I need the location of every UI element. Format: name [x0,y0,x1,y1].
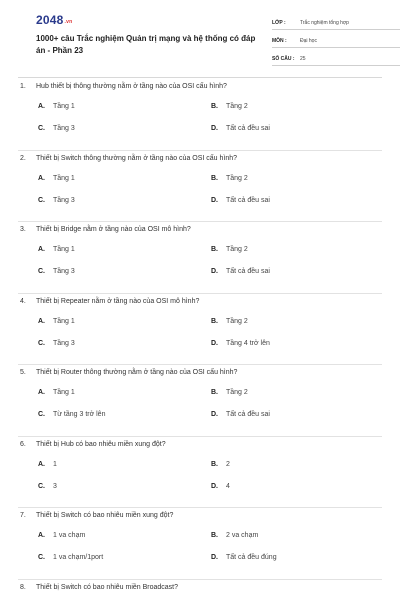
option-b[interactable] [211,103,248,110]
question-number: 2. [20,154,26,162]
question-stem: Thiết bị Switch có bao nhiêu miền Broadcast? [36,583,179,591]
option-text: Tầng 1 [53,103,75,110]
option-text: 1 va chạm/1port [53,554,104,561]
option-text: 1 va chạm [53,532,86,539]
meta-row-class [272,14,400,30]
question-text [20,155,237,162]
question-text [20,298,199,305]
option-text: Tầng 2 [226,317,248,325]
option-letter: D. [211,339,218,347]
option-text: Tất cả đều sai [226,268,270,275]
document-header [18,0,382,78]
option-c[interactable] [38,125,75,132]
option-b[interactable] [211,318,248,325]
question-stem: Thiết bị Router thông thường nằm ở tầng nào của OSI cấu hình? [36,369,238,376]
question-number: 3. [20,226,26,233]
option-letter: C. [38,196,45,204]
question-stem: Thiết bị Hub có bao nhiêu miền xung đột? [36,440,166,448]
meta-row-count [272,50,400,66]
option-d[interactable] [211,411,270,418]
option-text: Tầng 3 [53,125,75,132]
option-letter: B. [211,317,218,325]
option-text: Tất cả đều sai [226,196,270,204]
option-letter: A. [38,317,45,325]
option-letter: C. [38,554,45,561]
question-stem: Thiết bị Switch có bao nhiêu miền xung đột? [36,512,174,519]
option-text: 4 [226,482,230,490]
option-letter: C. [38,268,45,275]
question-number: 6. [20,440,26,448]
option-c[interactable] [38,411,105,418]
option-d[interactable] [211,125,270,132]
option-letter: B. [211,246,218,253]
option-d[interactable] [211,483,230,490]
option-d[interactable] [211,340,270,347]
option-a[interactable] [38,175,75,182]
option-letter: B. [211,103,218,110]
option-b[interactable] [211,461,230,468]
option-text: 3 [53,482,57,490]
question-stem: Hub thiết bị thông thường nằm ở tầng nào của OSI cấu hình? [36,83,227,90]
option-letter: C. [38,125,45,132]
question-item [18,365,382,437]
option-text: Tất cả đều sai [226,411,270,418]
option-a[interactable] [38,461,57,468]
option-text: Từ tầng 3 trở lên [53,411,106,418]
option-b[interactable] [211,389,248,396]
option-b[interactable] [211,175,248,182]
question-item [18,580,382,600]
option-a[interactable] [38,318,75,325]
option-text: Tất cả đều sai [226,125,270,132]
question-item [18,437,382,509]
option-letter: A. [38,532,45,539]
question-item [18,294,382,366]
option-d[interactable] [211,268,270,275]
question-text [20,584,178,591]
option-text: Tầng 1 [53,317,75,325]
meta-value: Đại học [300,38,317,44]
option-letter: D. [211,196,218,204]
question-number: 4. [20,297,26,305]
option-letter: C. [38,411,45,418]
option-a[interactable] [38,532,85,539]
question-text [20,369,237,376]
option-text: Tầng 4 trở lên [226,339,270,347]
meta-key: MÔN : [272,38,287,44]
site-logo[interactable] [36,13,72,27]
meta-key: LỚP : [272,20,286,26]
option-b[interactable] [211,246,248,253]
option-text: Tất cả đều đúng [226,554,277,561]
option-text: Tầng 2 [226,174,248,182]
option-b[interactable] [211,532,258,539]
option-letter: D. [211,125,218,132]
logo-suffix: .vn [64,19,73,25]
option-letter: B. [211,460,218,468]
option-text: Tầng 2 [226,246,248,253]
option-letter: B. [211,389,218,396]
document-title: 1000+ câu Trắc nghiệm Quản trị mạng và hệ thống có đáp án - Phần 23 [36,34,256,55]
logo-main: 2048 [36,13,64,27]
option-letter: A. [38,103,45,110]
question-item [18,151,382,223]
option-d[interactable] [211,197,270,204]
option-c[interactable] [38,483,57,490]
option-c[interactable] [38,197,75,204]
option-a[interactable] [38,246,75,253]
option-text: Tầng 2 [226,389,248,396]
option-letter: A. [38,174,45,182]
option-c[interactable] [38,340,75,347]
question-text [20,512,173,519]
option-letter: A. [38,246,45,253]
question-text [20,83,227,90]
question-number: 1. [20,83,26,90]
meta-value: Trắc nghiệm tổng hợp [300,20,349,26]
question-item [18,79,382,151]
option-text: 1 [53,460,57,468]
question-text [20,441,166,448]
meta-table [272,14,400,68]
meta-row-subject [272,32,400,48]
option-letter: C. [38,482,45,490]
option-text: 2 va chạm [226,532,259,539]
meta-key: SỐ CÂU : [272,56,295,62]
option-letter: A. [38,460,45,468]
option-c[interactable] [38,554,103,561]
option-text: Tầng 2 [226,103,248,110]
question-text [20,226,191,233]
option-a[interactable] [38,389,75,396]
option-letter: D. [211,411,218,418]
question-number: 7. [20,512,26,519]
question-stem: Thiết bị Switch thông thường nằm ở tầng nào của OSI cấu hình? [36,154,238,162]
question-list [18,79,382,600]
question-item [18,222,382,294]
option-text: Tầng 3 [53,339,75,347]
question-number: 5. [20,369,26,376]
option-letter: B. [211,174,218,182]
option-text: Tầng 1 [53,174,75,182]
option-letter: A. [38,389,45,396]
question-stem: Thiết bị Repeater nằm ở tầng nào của OSI mô hình? [36,297,200,305]
option-c[interactable] [38,268,75,275]
meta-value: 25 [300,56,306,62]
option-text: Tầng 3 [53,196,75,204]
question-number: 8. [20,583,26,591]
option-letter: D. [211,268,218,275]
option-d[interactable] [211,554,277,561]
option-text: Tầng 1 [53,389,75,396]
option-a[interactable] [38,103,75,110]
option-text: Tầng 1 [53,246,75,253]
option-text: Tầng 3 [53,268,75,275]
option-text: 2 [226,460,230,468]
option-letter: C. [38,339,45,347]
option-letter: D. [211,554,218,561]
question-stem: Thiết bị Bridge nằm ở tầng nào của OSI mô hình? [36,226,191,233]
option-letter: D. [211,482,218,490]
question-item [18,508,382,580]
option-letter: B. [211,532,218,539]
